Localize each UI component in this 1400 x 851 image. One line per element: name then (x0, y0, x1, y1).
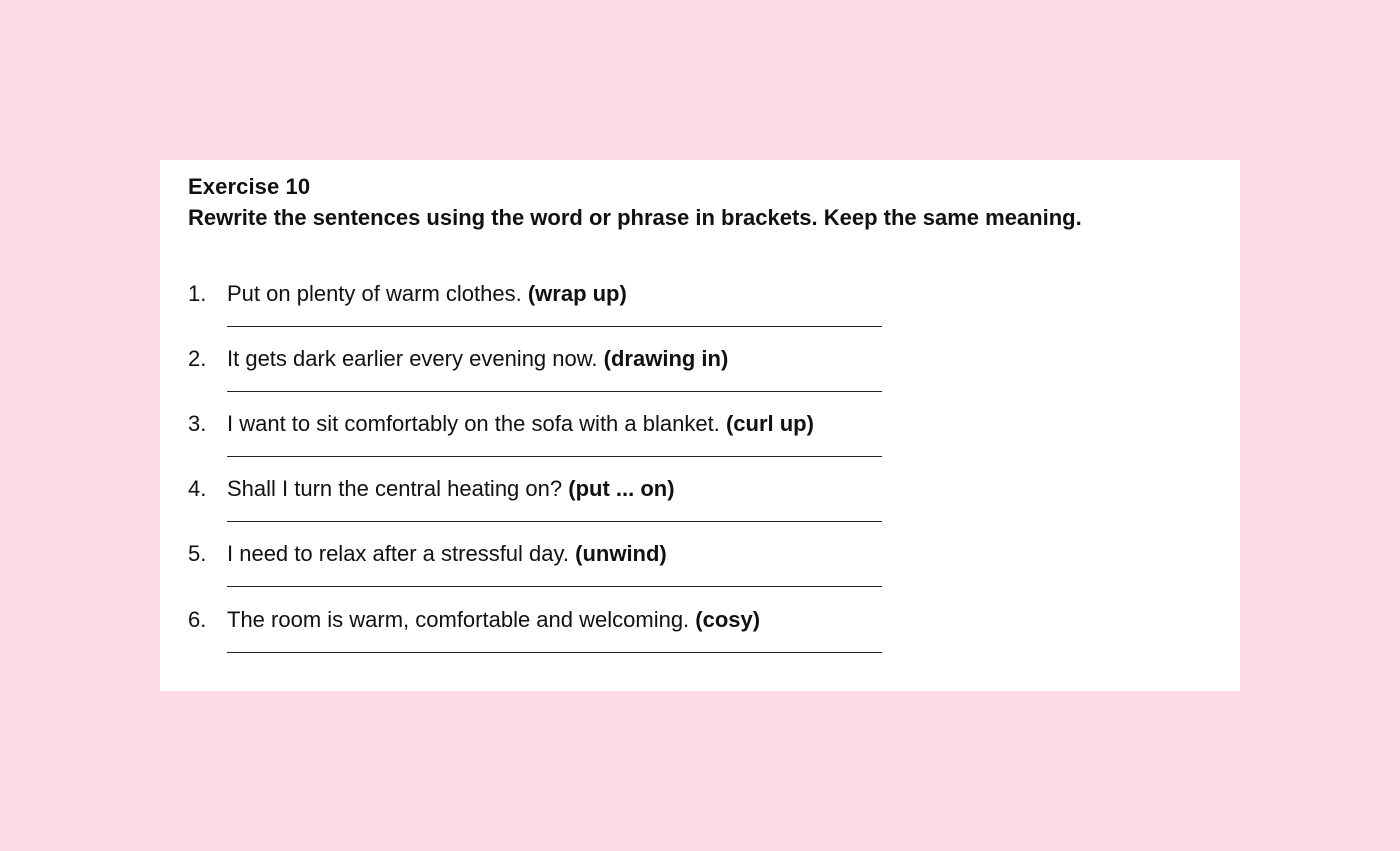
item-number: 1. (188, 281, 207, 306)
item-hint: (put ... on) (568, 476, 675, 501)
item-number: 6. (188, 607, 207, 632)
item-sentence-text: Put on plenty of warm clothes. (227, 281, 522, 306)
exercise-item-5 (188, 541, 1088, 601)
answer-line[interactable] (227, 652, 882, 653)
exercise-item-6 (188, 607, 1088, 667)
item-hint: (cosy) (695, 607, 761, 632)
exercise-item-2 (188, 346, 1088, 406)
worksheet-card (160, 160, 1240, 691)
item-number: 3. (188, 411, 207, 436)
item-hint: (wrap up) (527, 281, 627, 306)
exercise-item-4 (188, 476, 1088, 536)
answer-line[interactable] (227, 521, 882, 522)
item-number: 4. (188, 476, 207, 501)
item-sentence-text: I want to sit comfortably on the sofa with a blanket. (227, 411, 720, 436)
exercise-item-3 (188, 411, 1088, 471)
item-hint: (unwind) (575, 541, 667, 566)
item-hint: (curl up) (725, 411, 814, 436)
exercise-instructions: Rewrite the sentences using the word or phrase in brackets. Keep the same meaning. (188, 205, 1082, 230)
item-sentence-text: Shall I turn the central heating on? (227, 476, 563, 501)
item-sentence-text: I need to relax after a stressful day. (227, 541, 569, 566)
item-hint: (drawing in) (603, 346, 729, 371)
exercise-title: Exercise 10 (188, 174, 311, 199)
answer-line[interactable] (227, 326, 882, 327)
exercise-item-1 (188, 281, 1088, 341)
item-number: 2. (188, 346, 207, 371)
item-sentence (227, 411, 814, 437)
answer-line[interactable] (227, 391, 882, 392)
item-sentence (227, 281, 627, 307)
answer-line[interactable] (227, 456, 882, 457)
answer-line[interactable] (227, 586, 882, 587)
item-sentence-text: The room is warm, comfortable and welcoming. (227, 607, 690, 632)
item-sentence (227, 346, 728, 372)
item-number: 5. (188, 541, 207, 566)
item-sentence (227, 541, 667, 567)
item-sentence-text: It gets dark earlier every evening now. (227, 346, 598, 371)
item-sentence (227, 476, 675, 502)
item-sentence (227, 607, 760, 633)
